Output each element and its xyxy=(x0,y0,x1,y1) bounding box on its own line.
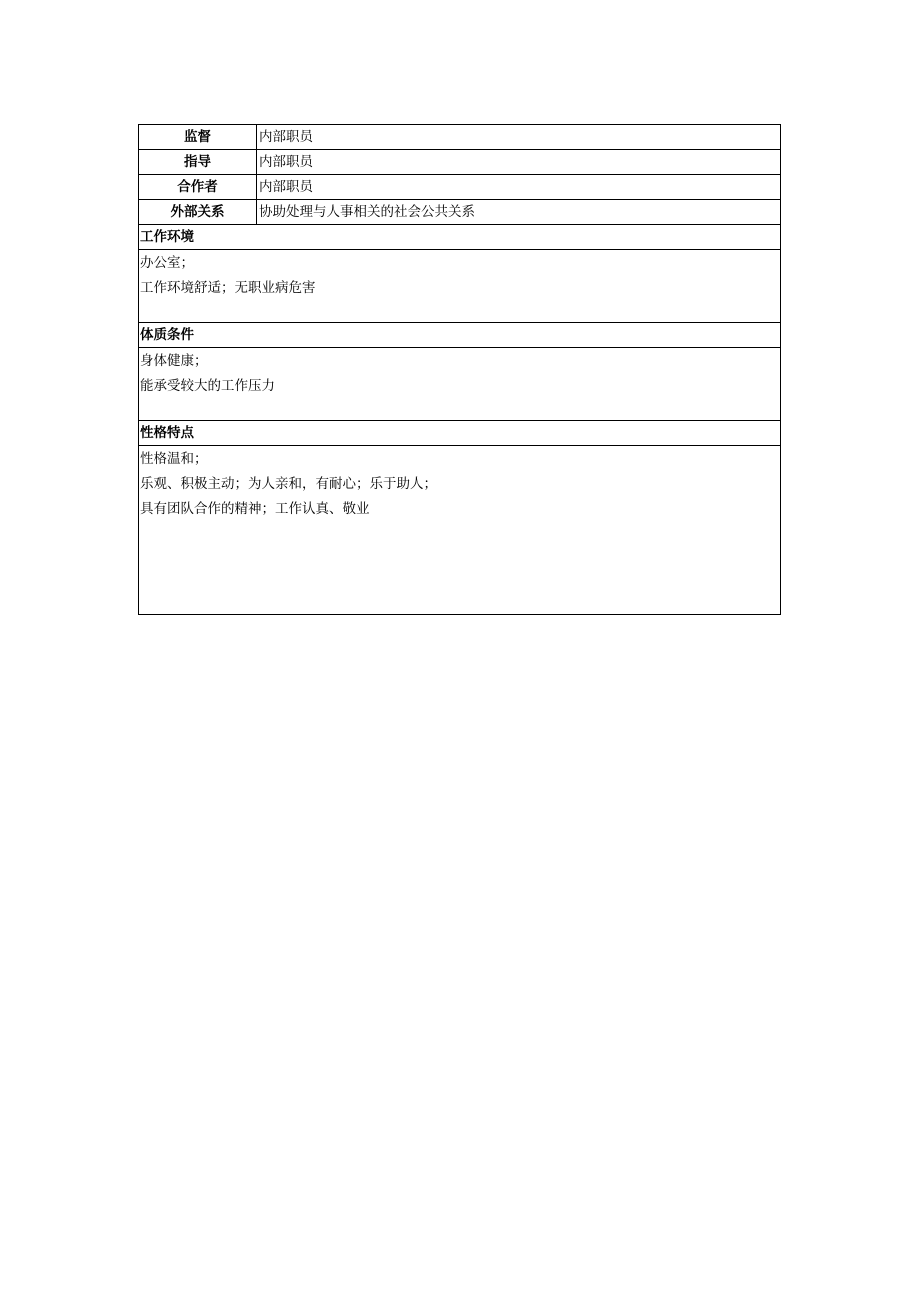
section-line: 具有团队合作的精神；工作认真、敬业 xyxy=(140,501,370,517)
section-line: 能承受较大的工作压力 xyxy=(140,378,275,394)
section-title-work-environment: 工作环境 xyxy=(139,225,780,250)
section-body-physical-requirements xyxy=(139,348,780,421)
section-line: 身体健康； xyxy=(140,353,208,369)
relation-row-collaborator xyxy=(139,175,780,200)
section-body-work-environment xyxy=(139,250,780,323)
relation-row-guide xyxy=(139,150,780,175)
relation-value: 内部职员 xyxy=(259,179,313,195)
relation-label: 合作者 xyxy=(139,175,257,199)
relation-label: 监督 xyxy=(139,125,257,149)
relation-value: 内部职员 xyxy=(259,129,313,145)
relation-row-external xyxy=(139,200,780,225)
relation-value: 协助处理与人事相关的社会公共关系 xyxy=(259,204,475,220)
section-body-personality xyxy=(139,446,780,614)
relation-label: 指导 xyxy=(139,150,257,174)
relation-value: 内部职员 xyxy=(259,154,313,170)
section-line: 性格温和； xyxy=(140,451,208,467)
job-description-table xyxy=(138,124,781,615)
section-title-personality: 性格特点 xyxy=(139,421,780,446)
section-line: 办公室； xyxy=(140,255,194,271)
section-line: 乐观、积极主动；为人亲和，有耐心；乐于助人； xyxy=(140,476,437,492)
section-title-physical-requirements: 体质条件 xyxy=(139,323,780,348)
section-line: 工作环境舒适；无职业病危害 xyxy=(140,280,316,296)
relation-label: 外部关系 xyxy=(139,200,257,224)
relation-row-supervise xyxy=(139,125,780,150)
